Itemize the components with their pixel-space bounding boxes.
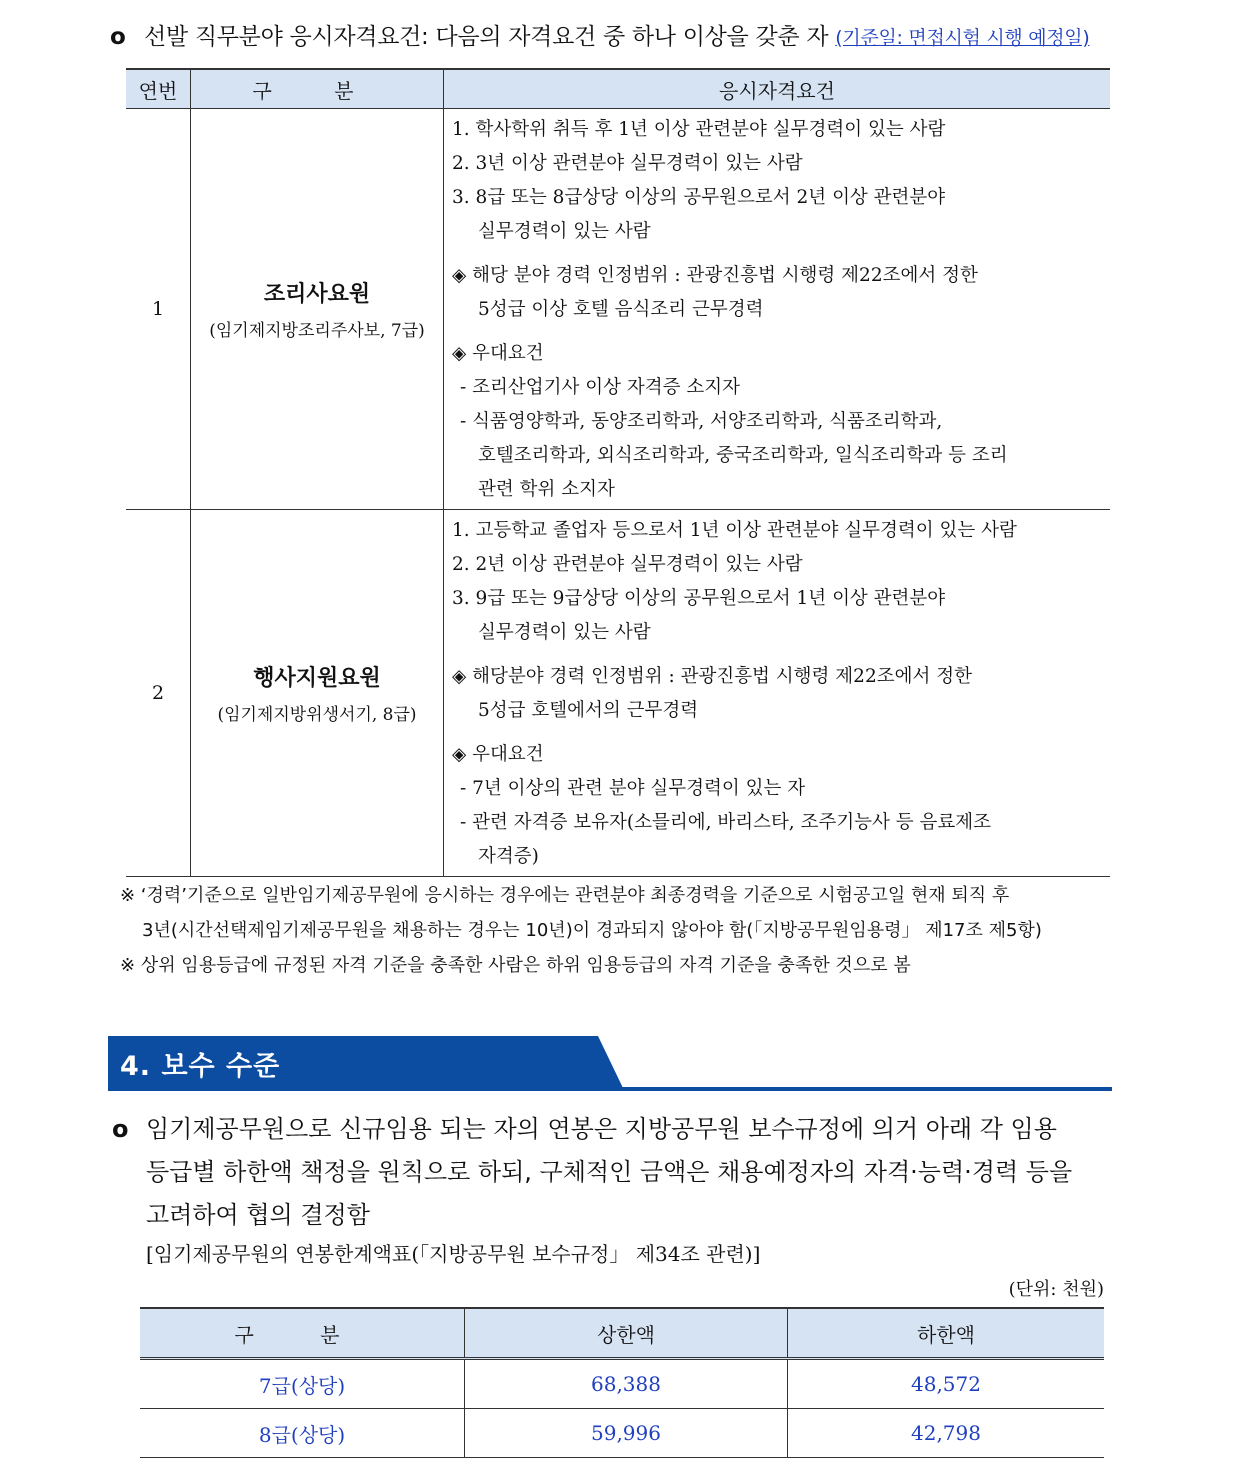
requirement-line: ◈ 우대요건 <box>452 343 544 364</box>
requirement-line: ◈ 해당분야 경력 인정범위 : 관광진흥법 시행령 제22조에서 정한 <box>452 666 972 687</box>
requirements-cell <box>444 510 1111 877</box>
salary-bullet: o <box>112 1115 129 1143</box>
requirement-line: ◈ 우대요건 <box>452 744 544 765</box>
qualification-row <box>126 510 1110 877</box>
requirement-line: 5성급 이상 호텔 음식조리 근무경력 <box>478 299 764 320</box>
lower-amount-cell: 48,572 <box>788 1359 1105 1409</box>
section-title: 4. 보수 수준 <box>120 1051 281 1082</box>
salary-table-caption: [임기제공무원의 연봉한계액표(「지방공무원 보수규정」 제34조 관련)] <box>146 1242 761 1266</box>
salary-header-row <box>140 1308 1104 1359</box>
salary-paragraph <box>112 1108 1132 1237</box>
spacer <box>452 728 1110 738</box>
col-header-grade: 구 분 <box>140 1308 465 1359</box>
requirement-line: 3. 8급 또는 8급상당 이상의 공무원으로서 2년 이상 관련분야 <box>452 187 946 208</box>
spacer <box>452 327 1110 337</box>
qualification-notes <box>120 878 1110 983</box>
col-header-upper: 상한액 <box>465 1308 788 1359</box>
heading-note: (기준일: 면접시험 시행 예정일) <box>835 27 1090 49</box>
section-header-rule <box>108 1087 1112 1091</box>
salary-unit-label: (단위: 천원) <box>1008 1279 1104 1300</box>
requirement-line: 2. 2년 이상 관련분야 실무경력이 있는 사람 <box>452 554 803 575</box>
row-number: 2 <box>126 510 191 877</box>
spacer <box>452 650 1110 660</box>
requirement-line: - 관련 자격증 보유자(소믈리에, 바리스타, 조주기능사 등 음료제조 <box>460 812 992 833</box>
salary-table <box>140 1307 1104 1458</box>
category-grade: (임기제지방조리주사보, 7급) <box>209 321 425 341</box>
requirement-line: 1. 학사학위 취득 후 1년 이상 관련분야 실무경력이 있는 사람 <box>452 119 946 140</box>
requirement-line: 관련 학위 소지자 <box>478 479 615 500</box>
salary-row <box>140 1409 1104 1458</box>
upper-amount-cell: 68,388 <box>465 1359 788 1409</box>
section-header-bar <box>108 1036 1112 1092</box>
qualification-row <box>126 109 1110 510</box>
col-header-category: 구 분 <box>191 69 444 109</box>
requirement-line: 1. 고등학교 졸업자 등으로서 1년 이상 관련분야 실무경력이 있는 사람 <box>452 520 1017 541</box>
salary-line-2: 등급별 하한액 책정을 원칙으로 하되, 구체적인 금액은 채용예정자의 자격·능력·경력 등을 <box>146 1158 1073 1186</box>
grade-cell: 8급(상당) <box>140 1409 465 1458</box>
requirement-line: 2. 3년 이상 관련분야 실무경력이 있는 사람 <box>452 153 803 174</box>
upper-amount-cell: 59,996 <box>465 1409 788 1458</box>
requirement-line: - 7년 이상의 관련 분야 실무경력이 있는 자 <box>460 778 806 799</box>
heading-text: 선발 직무분야 응시자격요건: 다음의 자격요건 중 하나 이상을 갖춘 자 <box>144 24 829 50</box>
requirement-line: ◈ 해당 분야 경력 인정범위 : 관광진흥법 시행령 제22조에서 정한 <box>452 265 978 286</box>
requirement-line: - 식품영양학과, 동양조리학과, 서양조리학과, 식품조리학과, <box>460 411 943 432</box>
category-name: 조리사요원 <box>263 281 371 307</box>
salary-line-1: 임기제공무원으로 신규임용 되는 자의 연봉은 지방공무원 보수규정에 의거 아래 각 임용 <box>146 1115 1057 1143</box>
col-header-requirements: 응시자격요건 <box>444 69 1111 109</box>
requirement-line: 자격증) <box>478 846 539 867</box>
category-cell <box>191 109 444 510</box>
note-higher-grade: ※ 상위 임용등급에 규정된 자격 기준을 충족한 사람은 하위 임용등급의 자격 기준을 충족한 것으로 봄 <box>120 955 911 976</box>
salary-row <box>140 1359 1104 1409</box>
salary-line-3: 고려하여 협의 결정함 <box>146 1201 370 1229</box>
heading-bullet: o <box>110 24 126 50</box>
qualification-table <box>126 68 1110 877</box>
row-number: 1 <box>126 109 191 510</box>
grade-cell: 7급(상당) <box>140 1359 465 1409</box>
category-name: 행사지원요원 <box>253 665 381 691</box>
col-header-lower: 하한액 <box>788 1308 1105 1359</box>
qualification-header-row <box>126 69 1110 109</box>
note-career-cont: 3년(시간선택제임기제공무원을 채용하는 경우는 10년)이 경과되지 않아야 함(「지방공무원임용령」 제17조 제5항) <box>142 920 1042 941</box>
requirement-line: 3. 9급 또는 9급상당 이상의 공무원으로서 1년 이상 관련분야 <box>452 588 946 609</box>
spacer <box>452 249 1110 259</box>
requirements-cell <box>444 109 1111 510</box>
col-header-no: 연번 <box>126 69 191 109</box>
requirement-line: 호텔조리학과, 외식조리학과, 중국조리학과, 일식조리학과 등 조리 <box>478 445 1008 466</box>
lower-amount-cell: 42,798 <box>788 1409 1105 1458</box>
requirement-line: - 조리산업기사 이상 자격증 소지자 <box>460 377 740 398</box>
category-cell <box>191 510 444 877</box>
requirement-line: 실무경력이 있는 사람 <box>478 221 651 242</box>
category-grade: (임기제지방위생서기, 8급) <box>217 705 417 725</box>
requirement-line: 5성급 호텔에서의 근무경력 <box>478 700 699 721</box>
note-career: ※ ‘경력’기준으로 일반임기제공무원에 응시하는 경우에는 관련분야 최종경력을 기준으로 시험공고일 현재 퇴직 후 <box>120 885 1010 906</box>
qualification-heading <box>110 18 1089 51</box>
requirement-line: 실무경력이 있는 사람 <box>478 622 651 643</box>
